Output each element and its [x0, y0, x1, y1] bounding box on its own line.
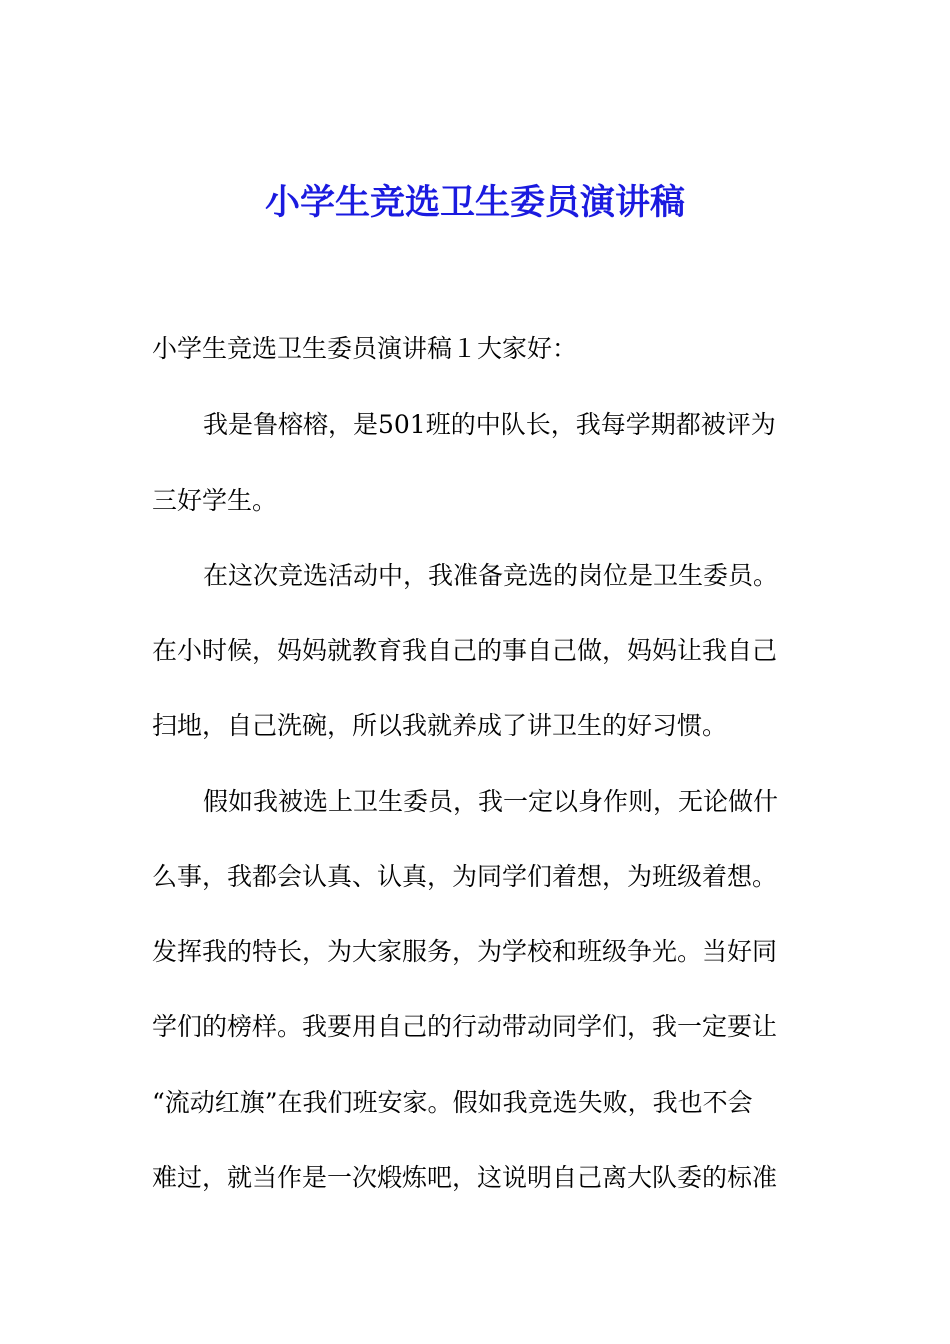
- text-line-2: 我是鲁榕榕，是501班的中队长，我每学期都被评为: [203, 410, 776, 439]
- text-line-10: 学们的榜样。我要用自己的行动带动同学们，我一定要让: [152, 1012, 778, 1041]
- document-title: 小学生竞选卫生委员演讲稿: [264, 182, 685, 223]
- text-line-7: 假如我被选上卫生委员，我一定以身作则，无论做什: [203, 787, 779, 816]
- text-line-6: 扫地，自己洗碗，所以我就养成了讲卫生的好习惯。: [152, 711, 728, 740]
- text-line-3: 三好学生。: [152, 486, 278, 515]
- text-line-5: 在小时候，妈妈就教育我自己的事自己做，妈妈让我自己: [152, 636, 778, 665]
- text-line-8: 么事，我都会认真、认真，为同学们着想，为班级着想。: [152, 862, 778, 891]
- text-line-12: 难过，就当作是一次煅炼吧，这说明自己离大队委的标准: [152, 1163, 778, 1192]
- text-line-4: 在这次竞选活动中，我准备竞选的岗位是卫生委员。: [203, 561, 779, 590]
- text-line-9: 发挥我的特长，为大家服务，为学校和班级争光。当好同: [152, 937, 778, 966]
- text-line-11: “流动红旗”在我们班安家。假如我竞选失败，我也不会: [152, 1088, 753, 1117]
- text-line-1: 小学生竞选卫生委员演讲稿１大家好：: [152, 334, 578, 363]
